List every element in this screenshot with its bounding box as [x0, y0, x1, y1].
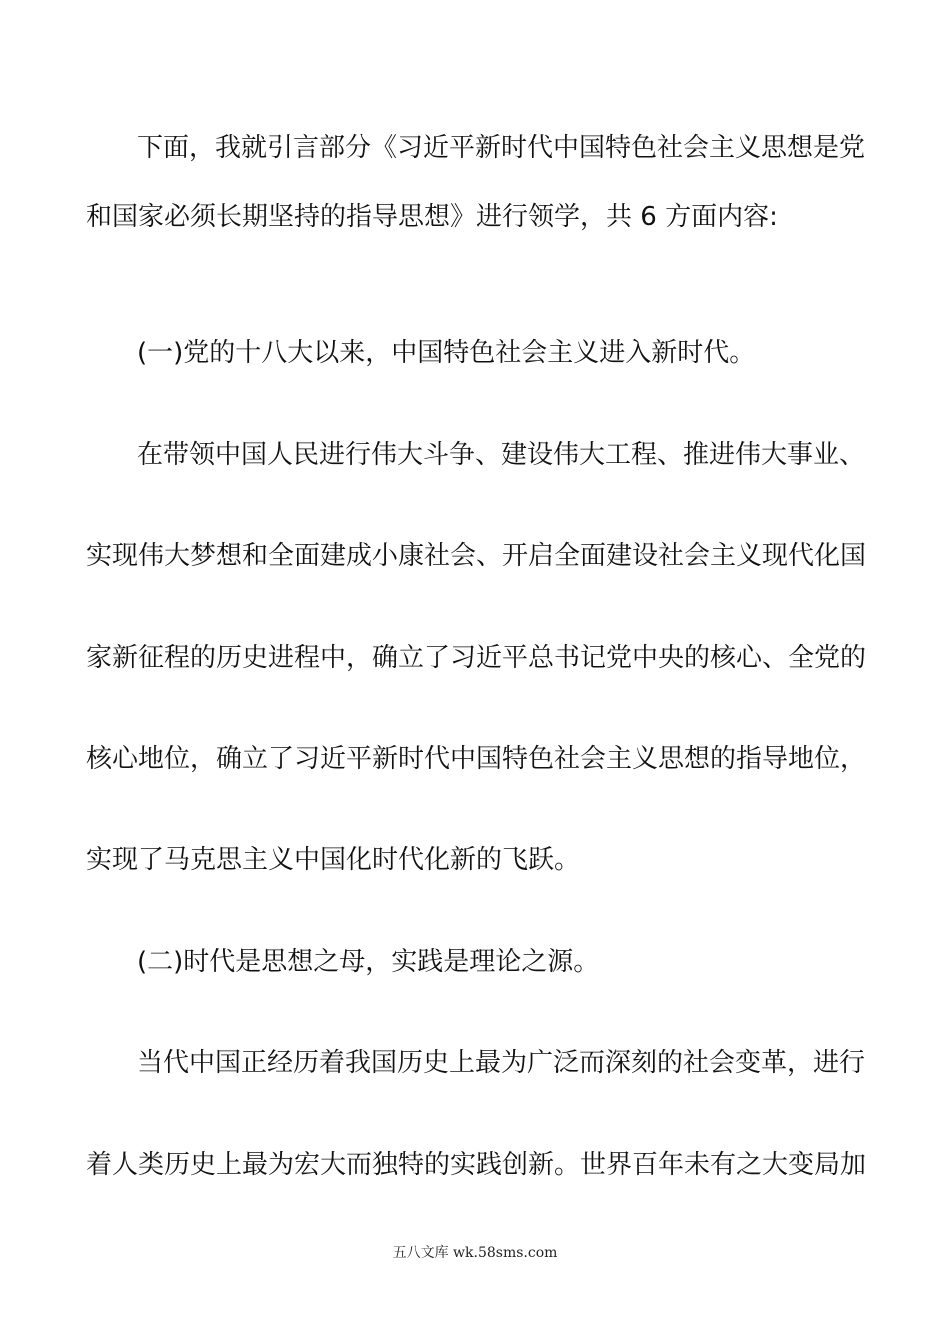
paragraph-line: 实现伟大梦想和全面建成小康社会、开启全面建设社会主义现代化国 [86, 541, 867, 571]
paragraph-line: 着人类历史上最为宏大而独特的实践创新。世界百年未有之大变局加 [86, 1150, 867, 1180]
section-heading: (一)党的十八大以来，中国特色社会主义进入新时代。 [137, 338, 756, 368]
paragraph-line: 家新征程的历史进程中，确立了习近平总书记党中央的核心、全党的 [86, 643, 867, 673]
paragraph-line: 在带领中国人民进行伟大斗争、建设伟大工程、推进伟大事业、 [137, 440, 866, 470]
footer-watermark: 五八文库 wk.58sms.com [392, 1245, 558, 1261]
paragraph-line: 和国家必须长期坚持的指导思想》进行领学，共 6 方面内容: [86, 202, 778, 232]
section-heading: (二)时代是思想之母，实践是理论之源。 [137, 947, 600, 977]
paragraph-line: 当代中国正经历着我国历史上最为广泛而深刻的社会变革，进行 [137, 1048, 866, 1078]
paragraph-line: 下面，我就引言部分《习近平新时代中国特色社会主义思想是党 [137, 133, 866, 163]
paragraph-line: 核心地位，确立了习近平新时代中国特色社会主义思想的指导地位， [86, 744, 867, 774]
paragraph-line: 实现了马克思主义中国化时代化新的飞跃。 [86, 845, 581, 875]
